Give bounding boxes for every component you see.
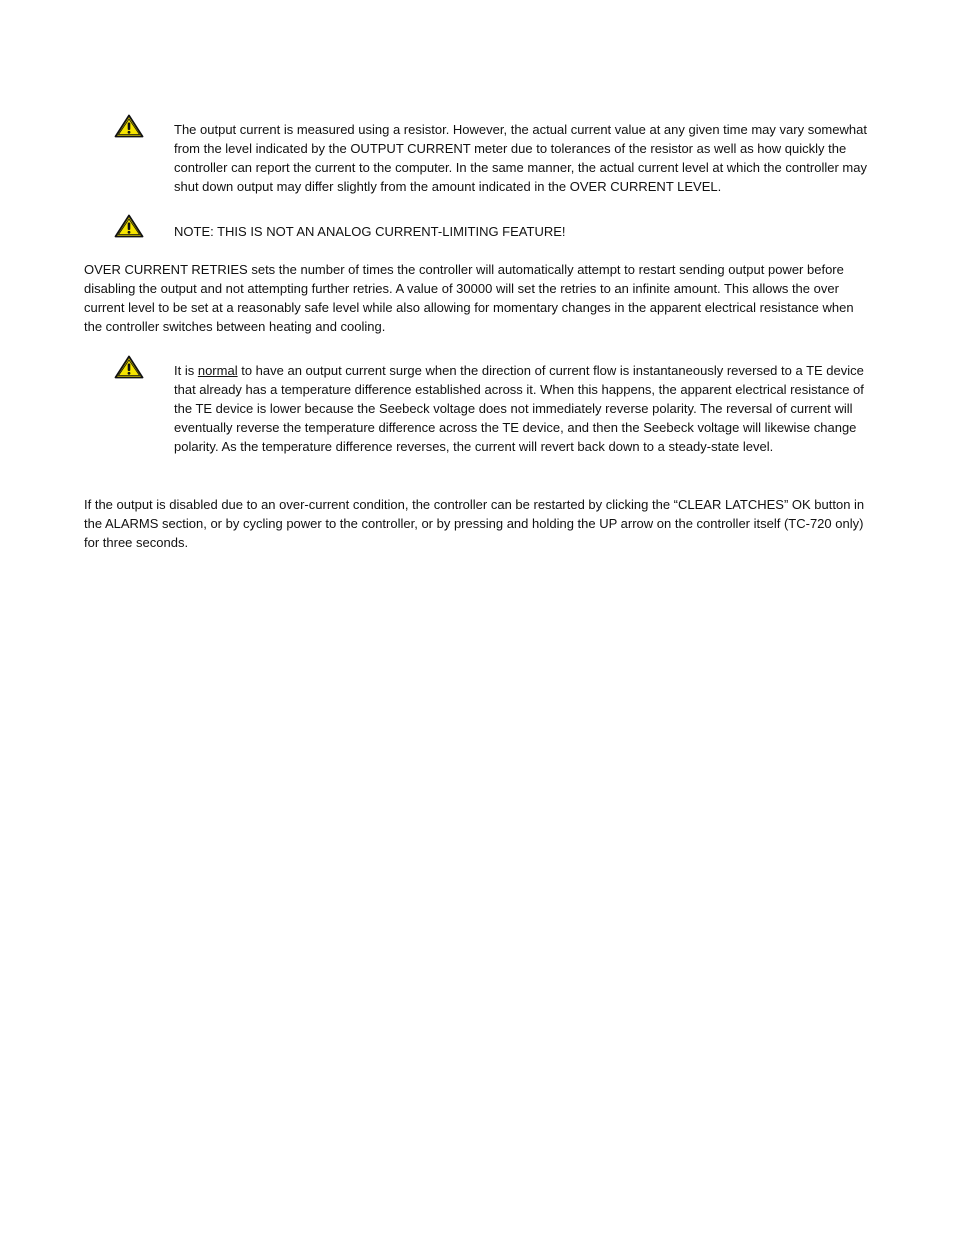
warning-text-measurement: The output current is measured using a resistor. However, the actual current value at any given time may vary somewhat from the level indicated by the OUTPUT CURRENT meter due to tolerances of the resistor as well as how quickly the controller can report the current to the computer. In the same manner, the actual current level at which the controller may shut down output may differ slightly from the amount indicated in the OVER CURRENT LEVEL. <box>174 122 867 194</box>
paragraph-over-current-retries: OVER CURRENT RETRIES sets the number of times the controller will automatically attempt to restart sending output power before disabling the output and not attempting further retries. A value of 30000 will set the retries to an infinite amount. This allows the over current level to be set at a reasonably safe level while also allowing for momentary changes in the apparent electrical resistance when the controller switches between heating and cooling. <box>84 262 854 334</box>
warning-text-current-surge <box>174 361 874 456</box>
paragraph-restart: If the output is disabled due to an over-current condition, the controller can be restarted by clicking the “CLEAR LATCHES” OK button in the ALARMS section, or by cycling power to the controller, or by pressing and holding the UP arrow on the controller itself (TC-720 only) for three seconds. <box>84 497 865 550</box>
warning-text-emphasis: normal <box>197 363 238 378</box>
warning-triangle-icon <box>114 355 144 379</box>
warning-text-note: NOTE: THIS IS NOT AN ANALOG CURRENT-LIMITING FEATURE! <box>174 224 566 239</box>
warning-triangle-icon <box>114 214 144 238</box>
warning-text-prefix: It is <box>174 363 198 378</box>
warning-triangle-icon <box>114 114 144 138</box>
warning-text-body: to have an output current surge when the direction of current flow is instantaneously reversed to a TE device that already has a temperature difference established across it. When this happens, the apparent electrical resistance of the TE device is lower because the Seebeck voltage does not immediately reverse polarity. The reversal of current will eventually reverse the temperature difference across the TE device, and then the Seebeck voltage will likewise change polarity. As the temperature difference reverses, the current will revert back down to a steady-state level. <box>174 363 864 454</box>
